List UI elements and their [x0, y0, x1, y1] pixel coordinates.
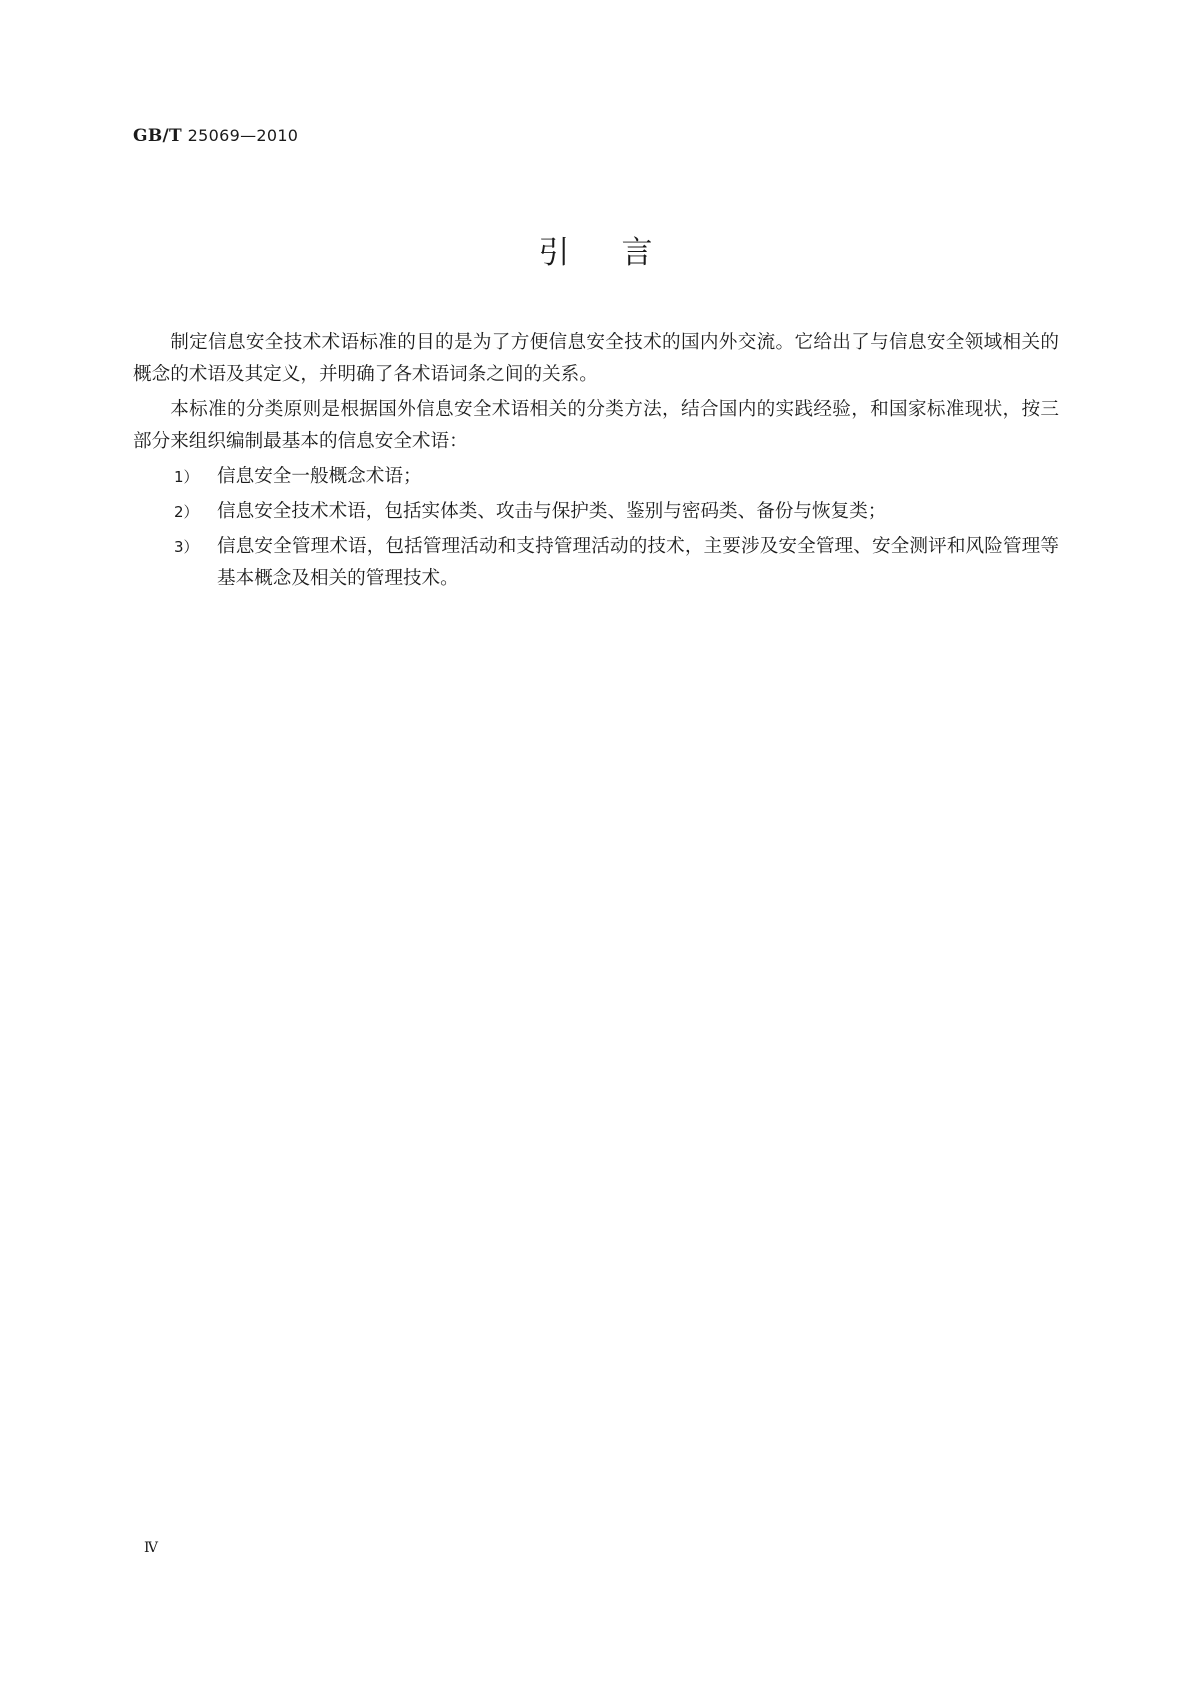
list-marker: 1）: [174, 468, 199, 486]
introduction-body: [133, 327, 1059, 598]
standard-code: GB/T: [133, 126, 182, 146]
page-title: 引言: [538, 235, 705, 271]
standard-number: 25069—2010: [187, 126, 299, 145]
list-item-text: 信息安全技术术语，包括实体类、攻击与保护类、鉴别与密码类、备份与恢复类；: [217, 501, 887, 522]
paragraph: 本标准的分类原则是根据国外信息安全术语相关的分类方法，结合国内的实践经验，和国家标准现状，按三部分来组织编制最基本的信息安全术语：: [133, 399, 1059, 452]
list-item: [133, 461, 1059, 493]
page-number: Ⅳ: [144, 1540, 158, 1556]
standard-number-header: [133, 126, 298, 146]
list-item-text: 信息安全管理术语，包括管理活动和支持管理活动的技术，主要涉及安全管理、安全测评和风险管理等基本概念及相关的管理技术。: [217, 536, 1059, 589]
list-item-text: 信息安全一般概念术语；: [217, 466, 422, 487]
list-marker: 3）: [174, 538, 199, 556]
paragraph: 制定信息安全技术术语标准的目的是为了方便信息安全技术的国内外交流。它给出了与信息安全领域相关的概念的术语及其定义，并明确了各术语词条之间的关系。: [133, 332, 1059, 385]
list-item: [133, 531, 1059, 595]
list-marker: 2）: [174, 503, 199, 521]
list-item: [133, 496, 1059, 528]
